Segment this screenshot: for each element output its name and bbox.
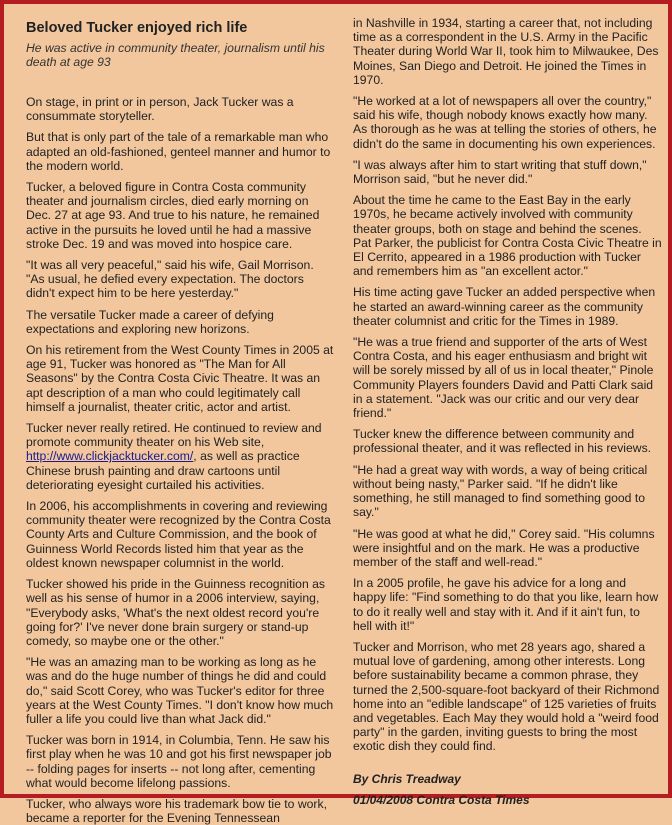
paragraph: In 2006, his accomplishments in covering and reviewing community theater were recognized by the Contra Costa County Arts and Culture Commission, and the book of Guinness World Records listed him that year as the oldest known newspaper columnist in the world.	[26, 499, 331, 570]
paragraph: "He was an amazing man to be working as long as he was and do the huge number of things he did and could do," said Scott Corey, who was Tucker's editor for three years at the West County Times. "I don't know how much fuller a life you could live than what Jack did."	[26, 655, 334, 726]
paragraph: Tucker, a beloved figure in Contra Costa community theater and journalism circles, died early morning on Dec. 27 at age 93. And true to his nature, he remained active in the pursuits he loved until he had a massive stroke Dec. 19 and was moved into hospice care.	[26, 180, 320, 251]
paragraph: Tucker, who always wore his trademark bow tie to work, became a reporter for the Evening Tennessean	[26, 796, 327, 825]
website-link[interactable]: http://www.clickjacktucker.com/	[26, 449, 194, 464]
paragraph: About the time he came to the East Bay in the early 1970s, he became actively involved with community theater groups, both on stage and behind the scenes. Pat Parker, the publicist for Contra Costa Civic Theatre in El Cerrito, appeared in a 1986 production with Tucker and remembers him as "an excellent actor."	[353, 193, 662, 279]
paragraph: "He worked at a lot of newspapers all over the country," said his wife, though nobody knows exactly how many. As thorough as he was at telling the stories of others, he didn't do the same in documenting his own experiences.	[353, 94, 657, 151]
paragraph-website	[26, 421, 334, 492]
paragraph: "He was good at what he did," Corey said. "His columns were insightful and on the mark. He was a productive member of the staff and well-read."	[353, 526, 655, 569]
right-column	[350, 4, 668, 807]
paragraph: The versatile Tucker made a career of defying expectations and exploring new horizons.	[26, 307, 274, 336]
subheadline: He was active in community theater, journalism until his death at age 93	[26, 41, 325, 69]
paragraph: in Nashville in 1934, starting a career that, not including time as a correspondent in the U.S. Army in the Pacific Theater during World War II, took him to Milwaukee, Des Moines, San Diego and Detroit. He joined the Times in 1970.	[353, 16, 659, 87]
paragraph-text: Tucker never really retired. He continued to review and promote community theater on his Web site,	[26, 421, 322, 450]
paragraph: Tucker was born in 1914, in Columbia, Tenn. He saw his first play when he was 10 and got his first newspaper job -- folding pages for inserts -- not long after, cementing what would become lifelong passions.	[26, 733, 332, 790]
paragraph: "He had a great way with words, a way of being critical without being nasty," Parker said. "If he didn't like something, he still managed to find something good to say."	[353, 462, 648, 520]
dateline: 01/04/2008 Contra Costa Times	[353, 792, 530, 807]
byline: By Chris Treadway	[353, 771, 461, 786]
paragraph: "I was always after him to start writing that stuff down," Morrison said, "but he never did."	[353, 157, 647, 187]
paragraph: "It was all very peaceful," said his wife, Gail Morrison. "As usual, he defied every expectation. The doctors didn't expect him to be here yesterday."	[26, 258, 314, 301]
paragraph: Tucker knew the difference between community and professional theater, and it was reflected in his reviews.	[353, 427, 652, 456]
paragraph: On stage, in print or in person, Jack Tucker was a consummate storyteller.	[26, 95, 294, 124]
headline: Beloved Tucker enjoyed rich life	[26, 20, 248, 36]
paragraph-text: , as well as practice Chinese brush painting and draw cartoons until deteriorating eyesight curtailed his activities.	[26, 449, 300, 492]
paragraph: Tucker showed his pride in the Guinness recognition as well as his sense of humor in a 2006 interview, saying, "Everybody asks, 'What's the next oldest record you're going for?' I've never done brain surgery or stand-up comedy, so maybe one or the other."	[26, 577, 325, 648]
paragraph: "He was a true friend and supporter of the arts of West Contra Costa, and his eager enthusiasm and bright wit will be sorely missed by all of us in local theater," Pinole Community Players founders David and Patti Clark said in a statement. "Jack was our critic and our very dear friend."	[353, 335, 654, 421]
paragraph: His time acting gave Tucker an added perspective when he started an award-winning career as the community theater columnist and critic for the Times in 1989.	[353, 285, 656, 328]
paragraph: Tucker and Morrison, who met 28 years ago, shared a mutual love of gardening, among other interests. Long before sustainability became a common phrase, they turned the 2,500-square-foot backyard of their Richmond home into an "edible landscape" of 125 varieties of fruits and vegetables. Each May they would hold a "weird food party" in the garden, inviting guests to bring the most exotic dish they could find.	[353, 639, 660, 754]
paragraph: But that is only part of the tale of a remarkable man who adapted an old-fashioned, genteel manner and humor to the modern world.	[26, 130, 331, 173]
paragraph: On his retirement from the West County Times in 2005 at age 91, Tucker was honored as "The Man for All Seasons" by the Contra Costa Civic Theatre. It was an apt description of a man who could legitimately call himself a journalist, theater critic, actor and artist.	[26, 343, 334, 414]
left-column	[4, 4, 350, 825]
paragraph: In a 2005 profile, he gave his advice for a long and happy life: "Find something to do that you like, learn how to do it really well and stay with it. And if it ain't fun, to hell with it!"	[353, 576, 659, 633]
article-columns	[4, 4, 668, 825]
